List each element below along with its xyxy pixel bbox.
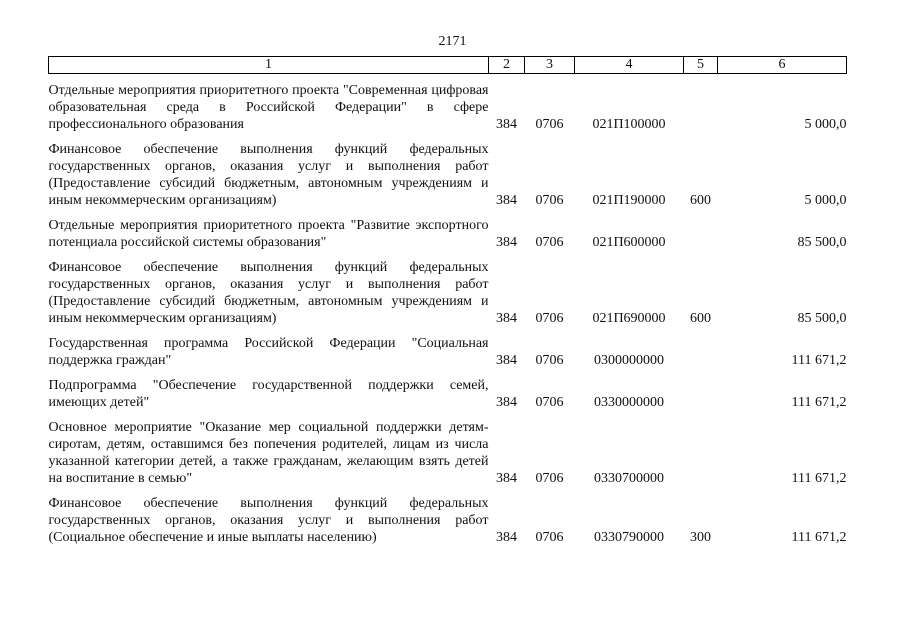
table-row: [49, 377, 847, 411]
column-header: 5: [684, 57, 718, 74]
page-number: 2171: [438, 34, 467, 49]
row-spacer: [49, 411, 847, 419]
ministry-code: 384: [496, 395, 517, 410]
table-row: [49, 335, 847, 369]
row-name: Финансовое обеспечение выполнения функций федеральных государственных органов, оказания услуг и выполнения работ (Предоставление субсидий бюджетным, автономным учреждениям и иным некоммерческим организациям): [48, 260, 489, 326]
row-spacer: [49, 327, 847, 335]
expense-type-code: [684, 335, 718, 369]
expense-type-code: [684, 419, 718, 487]
expense-type-code: [684, 82, 718, 133]
section-code: 0706: [535, 235, 564, 250]
row-spacer: [49, 133, 847, 141]
ministry-code: 384: [496, 193, 517, 208]
amount: 85 500,0: [797, 235, 847, 250]
table-row: [49, 141, 847, 209]
ministry-code: 384: [496, 311, 517, 326]
target-code: 0330700000: [594, 471, 664, 486]
row-name: Государственная программа Российской Федерации "Социальная поддержка граждан": [48, 336, 489, 368]
amount: 85 500,0: [797, 311, 847, 326]
target-code: 0330790000: [594, 530, 664, 545]
column-header: 6: [718, 57, 847, 74]
ministry-code: 384: [496, 530, 517, 545]
table-row: [49, 82, 847, 133]
section-code: 0706: [535, 471, 564, 486]
table-row: [49, 495, 847, 546]
row-spacer: [49, 251, 847, 259]
expense-type-code: [684, 217, 718, 251]
row-name: Финансовое обеспечение выполнения функций федеральных государственных органов, оказания услуг и выполнения работ (Социальное обеспечение и иные выплаты населению): [48, 496, 489, 545]
expense-type-code: 600: [690, 311, 711, 326]
column-header: 1: [49, 57, 489, 74]
table-row: [49, 217, 847, 251]
section-code: 0706: [535, 311, 564, 326]
target-code: 021П600000: [592, 235, 666, 250]
target-code: 021П100000: [592, 117, 666, 132]
target-code: 021П690000: [592, 311, 666, 326]
row-name: Отдельные мероприятия приоритетного проекта "Современная цифровая образовательная среда в Российской Федерации" в сфере профессионального образования: [48, 83, 489, 132]
target-code: 0330000000: [594, 395, 664, 410]
amount: 5 000,0: [804, 193, 847, 208]
ministry-code: 384: [496, 471, 517, 486]
table-body: [49, 74, 847, 547]
row-name: Финансовое обеспечение выполнения функций федеральных государственных органов, оказания услуг и выполнения работ (Предоставление субсидий бюджетным, автономным учреждениям и иным некоммерческим организациям): [48, 142, 489, 208]
table-row: [49, 419, 847, 487]
section-code: 0706: [535, 353, 564, 368]
column-header: 4: [575, 57, 684, 74]
section-code: 0706: [535, 530, 564, 545]
section-code: 0706: [535, 117, 564, 132]
amount: 111 671,2: [791, 530, 847, 545]
column-header: 3: [525, 57, 575, 74]
ministry-code: 384: [496, 117, 517, 132]
row-spacer: [49, 369, 847, 377]
ministry-code: 384: [496, 353, 517, 368]
expense-type-code: [684, 377, 718, 411]
amount: 5 000,0: [804, 117, 847, 132]
budget-table: [48, 56, 847, 546]
row-name: Основное мероприятие "Оказание мер социальной поддержки детям-сиротам, детям, оставшимся без попечения родителей, лицам из числа указанной категории детей, а также гражданам, желающим взять детей на воспитание в семью": [48, 420, 489, 486]
section-code: 0706: [535, 395, 564, 410]
row-name: Подпрограмма "Обеспечение государственной поддержки семей, имеющих детей": [48, 378, 489, 410]
amount: 111 671,2: [791, 471, 847, 486]
column-header: 2: [489, 57, 525, 74]
amount: 111 671,2: [791, 353, 847, 368]
amount: 111 671,2: [791, 395, 847, 410]
row-spacer: [49, 487, 847, 495]
ministry-code: 384: [496, 235, 517, 250]
row-spacer: [49, 74, 847, 83]
table-row: [49, 259, 847, 327]
row-spacer: [49, 209, 847, 217]
expense-type-code: 300: [690, 530, 711, 545]
row-name: Отдельные мероприятия приоритетного проекта "Развитие экспортного потенциала российской системы образования": [48, 218, 489, 250]
target-code: 0300000000: [594, 353, 664, 368]
expense-type-code: 600: [690, 193, 711, 208]
target-code: 021П190000: [592, 193, 666, 208]
section-code: 0706: [535, 193, 564, 208]
table-header-row: [49, 57, 847, 74]
